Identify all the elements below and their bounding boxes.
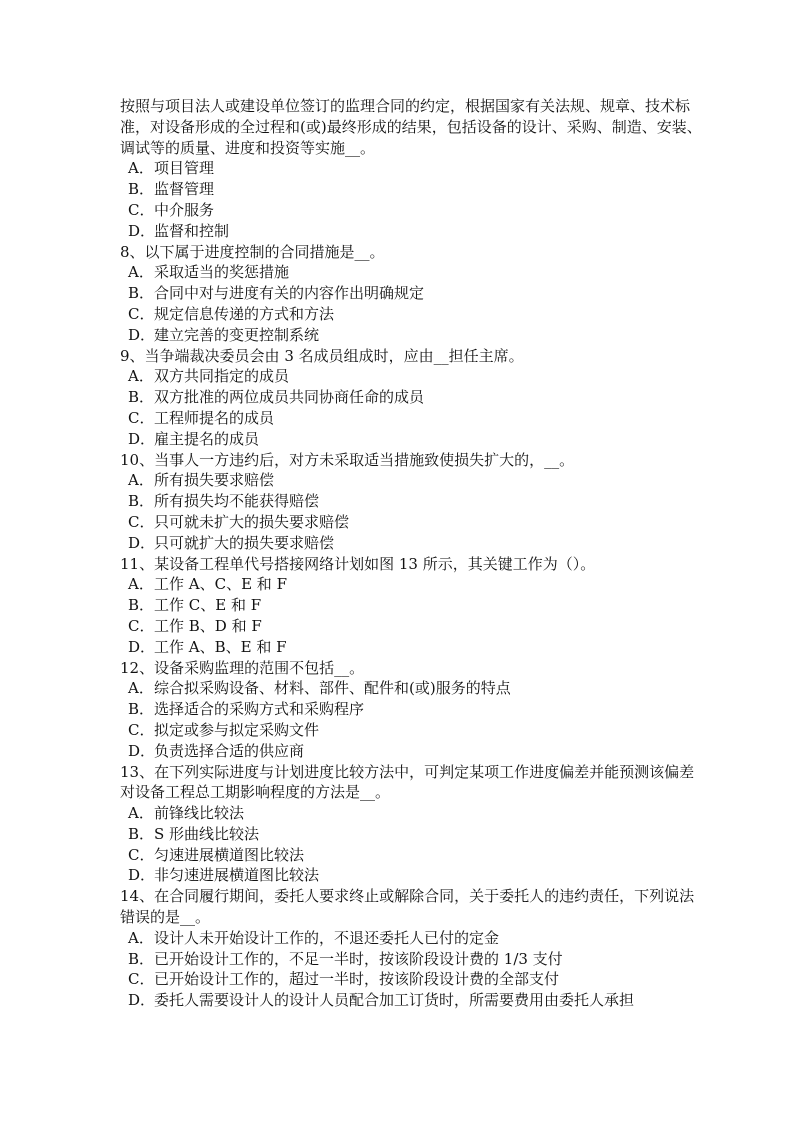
option-a	[128, 470, 705, 491]
option-text: 已开始设计工作的，不足一半时，按该阶段设计费的 1/3 支付	[154, 949, 563, 968]
option-c	[128, 408, 705, 429]
question-12	[120, 658, 705, 762]
option-text: 双方批准的两位成员共同协商任命的成员	[154, 388, 425, 407]
option-c	[128, 845, 705, 866]
option-text: 项目管理	[154, 159, 215, 178]
option-c	[128, 512, 705, 533]
option-letter: C．	[128, 512, 155, 531]
option-text: 负责选择合适的供应商	[154, 741, 305, 760]
option-b	[128, 824, 705, 845]
option-b	[128, 595, 705, 616]
option-text: 监督管理	[154, 180, 215, 199]
option-letter: B．	[128, 492, 155, 511]
option-text: S 形曲线比较法	[154, 824, 260, 843]
option-a	[128, 262, 705, 283]
option-c	[128, 720, 705, 741]
option-letter: C．	[128, 720, 155, 739]
option-a	[128, 678, 705, 699]
option-text: 非匀速进展横道图比较法	[154, 866, 320, 885]
option-text: 工作 A、B、E 和 F	[154, 637, 287, 656]
option-letter: C．	[128, 200, 155, 219]
option-letter: D．	[128, 741, 156, 760]
question-stem: 12、设备采购监理的范围不包括__。	[120, 658, 365, 677]
intro-text: 按照与项目法人或建设单位签订的监理合同的约定，根据国家有关法规、规章、技术标准，对设备形成的全过程和(或)最终形成的结果，包括设备的设计、采购、制造、安装、调试等的质量、进度和投资等实施__。	[120, 97, 702, 157]
option-text: 建立完善的变更控制系统	[154, 325, 320, 344]
option-a	[128, 574, 705, 595]
option-letter: D．	[128, 325, 156, 344]
option-a	[128, 928, 705, 949]
option-text: 只可就未扩大的损失要求赔偿	[154, 512, 350, 531]
option-d	[128, 990, 705, 1011]
option-letter: A．	[128, 263, 154, 282]
question-stem: 10、当事人一方违约后，对方未采取适当措施致使损失扩大的，__。	[120, 450, 575, 469]
option-text: 合同中对与进度有关的内容作出明确规定	[154, 284, 425, 303]
intro-option-c	[128, 200, 705, 221]
option-text: 规定信息传递的方式和方法	[154, 304, 335, 323]
intro-option-d	[128, 221, 705, 242]
option-letter: B．	[128, 284, 155, 303]
question-stem: 14、在合同履行期间，委托人要求终止或解除合同，关于委托人的违约责任，下列说法错误的是__。	[120, 887, 695, 927]
option-text: 雇主提名的成员	[154, 429, 260, 448]
option-letter: D．	[128, 637, 156, 656]
option-text: 匀速进展横道图比较法	[154, 845, 305, 864]
question-stem: 9、当争端裁决委员会由 3 名成员组成时，应由__担任主席。	[120, 346, 524, 365]
option-letter: C．	[128, 408, 155, 427]
option-a	[128, 803, 705, 824]
option-d	[128, 637, 705, 658]
option-text: 已开始设计工作的，超过一半时，按该阶段设计费的全部支付	[154, 970, 560, 989]
option-text: 前锋线比较法	[154, 804, 245, 823]
option-letter: A．	[128, 679, 154, 698]
option-text: 所有损失要求赔偿	[154, 471, 275, 490]
question-10	[120, 450, 705, 554]
option-d	[128, 429, 705, 450]
option-letter: C．	[128, 970, 155, 989]
question-14	[120, 886, 705, 1011]
question-11	[120, 554, 705, 658]
option-letter: D．	[128, 991, 156, 1010]
intro-option-b	[128, 179, 705, 200]
option-letter: A．	[128, 575, 154, 594]
option-letter: A．	[128, 367, 154, 386]
question-9	[120, 346, 705, 450]
option-letter: A．	[128, 159, 154, 178]
option-letter: A．	[128, 804, 154, 823]
intro-option-a	[128, 158, 705, 179]
option-b	[128, 283, 705, 304]
option-b	[128, 387, 705, 408]
question-stem: 13、在下列实际进度与计划进度比较方法中，可判定某项工作进度偏差并能预测该偏差对设备工程总工期影响程度的方法是__。	[120, 762, 695, 802]
option-letter: C．	[128, 616, 155, 635]
option-d	[128, 533, 705, 554]
option-letter: D．	[128, 221, 156, 240]
option-text: 采取适当的奖惩措施	[154, 263, 290, 282]
document-page	[120, 96, 705, 1011]
option-letter: B．	[128, 388, 155, 407]
option-letter: B．	[128, 700, 155, 719]
option-d	[128, 325, 705, 346]
option-letter: D．	[128, 429, 156, 448]
option-text: 选择适合的采购方式和采购程序	[154, 700, 365, 719]
option-b	[128, 949, 705, 970]
option-text: 监督和控制	[154, 221, 230, 240]
option-letter: A．	[128, 471, 154, 490]
question-stem: 11、某设备工程单代号搭接网络计划如图 13 所示，其关键工作为（）。	[120, 554, 596, 573]
option-text: 委托人需要设计人的设计人员配合加工订货时，所需要费用由委托人承担	[154, 991, 635, 1010]
option-text: 双方共同指定的成员	[154, 367, 290, 386]
option-b	[128, 699, 705, 720]
option-letter: D．	[128, 866, 156, 885]
option-b	[128, 491, 705, 512]
option-d	[128, 741, 705, 762]
option-text: 所有损失均不能获得赔偿	[154, 492, 320, 511]
option-text: 综合拟采购设备、材料、部件、配件和(或)服务的特点	[154, 679, 511, 698]
option-letter: B．	[128, 596, 155, 615]
question-13	[120, 762, 705, 887]
option-c	[128, 969, 705, 990]
question-8	[120, 242, 705, 346]
option-letter: B．	[128, 949, 155, 968]
option-text: 工程师提名的成员	[154, 408, 275, 427]
option-text: 只可就扩大的损失要求赔偿	[154, 533, 335, 552]
option-text: 工作 A、C、E 和 F	[154, 575, 287, 594]
option-a	[128, 366, 705, 387]
option-text: 中介服务	[154, 200, 215, 219]
intro-block	[120, 96, 705, 242]
option-text: 设计人未开始设计工作的，不退还委托人已付的定金	[154, 928, 500, 947]
option-letter: D．	[128, 533, 156, 552]
option-letter: B．	[128, 824, 155, 843]
option-c	[128, 304, 705, 325]
option-text: 工作 C、E 和 F	[154, 596, 262, 615]
option-c	[128, 616, 705, 637]
option-letter: A．	[128, 928, 154, 947]
option-d	[128, 865, 705, 886]
option-text: 拟定或参与拟定采购文件	[154, 720, 320, 739]
option-letter: C．	[128, 845, 155, 864]
question-stem: 8、以下属于进度控制的合同措施是__。	[120, 242, 385, 261]
option-letter: B．	[128, 180, 155, 199]
option-letter: C．	[128, 304, 155, 323]
option-text: 工作 B、D 和 F	[154, 616, 262, 635]
